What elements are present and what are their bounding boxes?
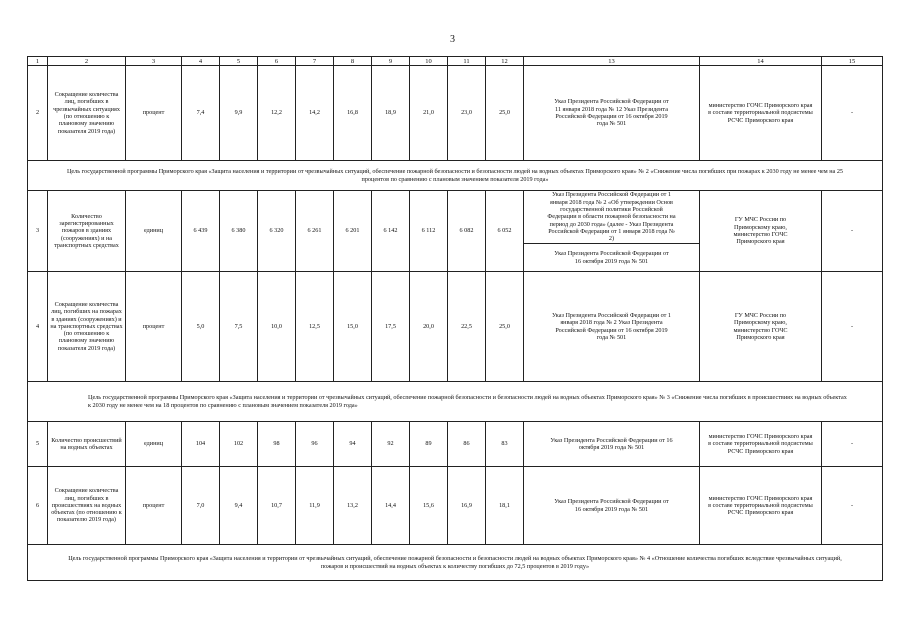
- value-cell: 6 112: [410, 191, 448, 272]
- value-cell: 6 052: [486, 191, 524, 272]
- value-cell: 6 082: [448, 191, 486, 272]
- note: -: [822, 467, 883, 545]
- basis-document: Указ Президента Российской Федерации от 11 января 2018 года № 12 Указ Президента Российской Федерации от 16 октября 2019 года № 501: [524, 66, 700, 161]
- header-cell: 6: [258, 57, 296, 66]
- note: -: [822, 191, 883, 272]
- basis-document: Указ Президента Российской Федерации от 16 октября 2019 года № 501: [524, 422, 700, 467]
- table-row: [28, 191, 883, 272]
- goal-row: [28, 382, 883, 422]
- goal-row: [28, 545, 883, 581]
- note: -: [822, 66, 883, 161]
- unit: процент: [126, 467, 182, 545]
- value-cell: 14,2: [296, 66, 334, 161]
- value-cell: 15,0: [334, 272, 372, 382]
- header-cell: 14: [700, 57, 822, 66]
- value-cell: 9,9: [220, 66, 258, 161]
- indicator-name: Сокращение количества лиц, погибших в чрезвычайных ситуациях (по отношению к плановому значению показателя 2019 года): [48, 66, 126, 161]
- value-cell: 94: [334, 422, 372, 467]
- row-number: 5: [28, 422, 48, 467]
- value-cell: 5,0: [182, 272, 220, 382]
- header-cell: 9: [372, 57, 410, 66]
- value-cell: 7,5: [220, 272, 258, 382]
- indicator-name: Сокращение количества лиц, погибших на пожарах в зданиях (сооружениях) и на транспортных средствах (по отношению к плановому значению показателя 2019 года): [48, 272, 126, 382]
- note: -: [822, 272, 883, 382]
- header-cell: 2: [48, 57, 126, 66]
- value-cell: 86: [448, 422, 486, 467]
- value-cell: 98: [258, 422, 296, 467]
- header-cell: 15: [822, 57, 883, 66]
- goal-text: Цель государственной программы Приморского края «Защита населения и территории от чрезвычайных ситуаций, обеспечение пожарной безопасности и безопасности людей на водных объектах Приморского края» № 4 «Отношение количества погибших вследствие чрезвычайных ситуаций, пожаров и происшествий на водных объектах к количеству погибших до 72,5 процентов в 2019 году»: [28, 545, 883, 581]
- value-cell: 10,0: [258, 272, 296, 382]
- value-cell: 7,4: [182, 66, 220, 161]
- value-cell: 18,9: [372, 66, 410, 161]
- row-number: 2: [28, 66, 48, 161]
- value-cell: 23,0: [448, 66, 486, 161]
- value-cell: 6 439: [182, 191, 220, 272]
- value-cell: 6 201: [334, 191, 372, 272]
- value-cell: 18,1: [486, 467, 524, 545]
- row-number: 4: [28, 272, 48, 382]
- table-row: [28, 272, 883, 382]
- row-number: 3: [28, 191, 48, 272]
- indicator-name: Количество зарегистрированных пожаров в зданиях (сооружениях) и на транспортных средствах: [48, 191, 126, 272]
- value-cell: 22,5: [448, 272, 486, 382]
- value-cell: 14,4: [372, 467, 410, 545]
- value-cell: 11,9: [296, 467, 334, 545]
- unit: процент: [126, 66, 182, 161]
- header-cell: 13: [524, 57, 700, 66]
- header-cell: 7: [296, 57, 334, 66]
- row-number: 6: [28, 467, 48, 545]
- basis-document-top: Указ Президента Российской Федерации от 1 января 2018 года № 2 «Об утверждении Основ государственной политики Российской Федерации в области пожарной безопасности на период до 2030 года» (далее - Указ Президента Российской Федерации от 1 января 2018 года № 2): [524, 191, 699, 244]
- header-cell: 8: [334, 57, 372, 66]
- value-cell: 6 380: [220, 191, 258, 272]
- indicator-name: Сокращение количества лиц, погибших в происшествиях на водных объектах (по отношению к показателю 2019 года): [48, 467, 126, 545]
- value-cell: 6 261: [296, 191, 334, 272]
- indicators-table: [27, 56, 883, 581]
- goal-row: [28, 161, 883, 191]
- basis-document-cell: [524, 191, 700, 272]
- value-cell: 16,8: [334, 66, 372, 161]
- header-cell: 10: [410, 57, 448, 66]
- table-row: [28, 422, 883, 467]
- header-row: [28, 57, 883, 66]
- basis-document-bottom: Указ Президента Российской Федерации от 16 октября 2019 года № 501: [554, 250, 669, 265]
- value-cell: 6 320: [258, 191, 296, 272]
- indicator-name: Количество происшествий на водных объектах: [48, 422, 126, 467]
- value-cell: 102: [220, 422, 258, 467]
- value-cell: 25,0: [486, 66, 524, 161]
- header-cell: 12: [486, 57, 524, 66]
- basis-document: Указ Президента Российской Федерации от 16 октября 2019 года № 501: [524, 467, 700, 545]
- header-cell: 5: [220, 57, 258, 66]
- page-number: 3: [450, 34, 455, 45]
- goal-text: Цель государственной программы Приморского края «Защита населения и территории от чрезвычайных ситуаций, обеспечение пожарной безопасности и безопасности людей на водных объектах Приморского края» № 2 «Снижение числа погибших при пожарах к 2030 году не менее чем на 25 процентов по сравнению с плановым значением показателя 2019 года»: [28, 161, 883, 191]
- value-cell: 96: [296, 422, 334, 467]
- goal-text: Цель государственной программы Приморского края «Защита населения и территории от чрезвычайных ситуаций, обеспечение пожарной безопасности и безопасности людей на водных объектах Приморского края» № 3 «Снижение числа погибших в происшествиях на водных объектах к 2030 году не менее чем на 18 процентов по сравнению с плановым значением показателя 2019 года»: [28, 382, 883, 422]
- responsible: ГУ МЧС России по Приморскому краю, министерство ГОЧС Приморского края: [700, 272, 822, 382]
- value-cell: 10,7: [258, 467, 296, 545]
- value-cell: 15,6: [410, 467, 448, 545]
- value-cell: 6 142: [372, 191, 410, 272]
- value-cell: 25,0: [486, 272, 524, 382]
- value-cell: 9,4: [220, 467, 258, 545]
- value-cell: 17,5: [372, 272, 410, 382]
- table-row: [28, 66, 883, 161]
- value-cell: 21,0: [410, 66, 448, 161]
- unit: единиц: [126, 191, 182, 272]
- value-cell: 13,2: [334, 467, 372, 545]
- value-cell: 20,0: [410, 272, 448, 382]
- value-cell: 12,2: [258, 66, 296, 161]
- value-cell: 104: [182, 422, 220, 467]
- value-cell: 92: [372, 422, 410, 467]
- header-cell: 4: [182, 57, 220, 66]
- basis-document: Указ Президента Российской Федерации от 1 января 2018 года № 2 Указ Президента Российской Федерации от 16 октября 2019 года № 501: [524, 272, 700, 382]
- table-row: [28, 467, 883, 545]
- value-cell: 16,9: [448, 467, 486, 545]
- value-cell: 83: [486, 422, 524, 467]
- value-cell: 7,0: [182, 467, 220, 545]
- responsible: министерство ГОЧС Приморского края в составе территориальной подсистемы РСЧС Приморского края: [700, 66, 822, 161]
- value-cell: 89: [410, 422, 448, 467]
- unit: единиц: [126, 422, 182, 467]
- responsible: ГУ МЧС России по Приморскому краю, министерство ГОЧС Приморского края: [700, 191, 822, 272]
- responsible: министерство ГОЧС Приморского края в составе территориальной подсистемы РСЧС Приморского края: [700, 467, 822, 545]
- header-cell: 1: [28, 57, 48, 66]
- header-cell: 3: [126, 57, 182, 66]
- value-cell: 12,5: [296, 272, 334, 382]
- unit: процент: [126, 272, 182, 382]
- note: -: [822, 422, 883, 467]
- responsible: министерство ГОЧС Приморского края в составе территориальной подсистемы РСЧС Приморского края: [700, 422, 822, 467]
- header-cell: 11: [448, 57, 486, 66]
